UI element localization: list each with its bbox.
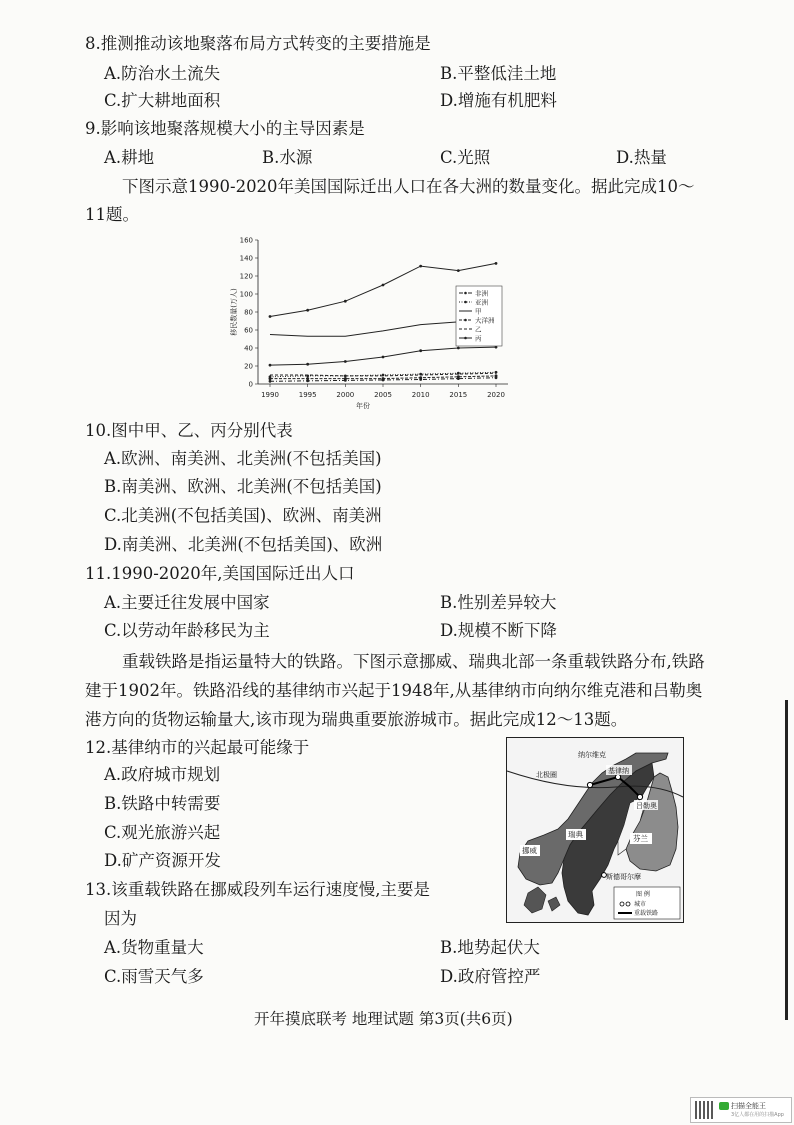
lulea-city-marker (637, 794, 642, 799)
scanner-subtitle: 3亿人都在用的扫描App (731, 1112, 784, 1118)
q13-option-b[interactable]: B.地势起伏大 (440, 938, 540, 957)
page-footer: 开年摸底联考 地理试题 第3页(共6页) (254, 1010, 513, 1028)
scanner-logo-icon (719, 1102, 729, 1110)
norway-label: 挪威 (522, 846, 537, 855)
lulea-label: 吕勒奥 (636, 802, 657, 810)
q10-stem: 10.图中甲、乙、丙分别代表 (85, 421, 293, 440)
q11-option-c[interactable]: C.以劳动年龄移民为主 (104, 621, 270, 640)
x-tick-label: 1995 (298, 391, 317, 399)
legend-swatch-marker (464, 319, 467, 322)
series-point-大洋洲 (306, 377, 309, 380)
q13-stem-line2: 因为 (104, 909, 137, 928)
q13-option-d[interactable]: D.政府管控严 (440, 967, 541, 986)
q13-stem-line1: 13.该重载铁路在挪威段列车运行速度慢,主要是 (85, 880, 430, 899)
q12-stem: 12.基律纳市的兴起最可能缘于 (85, 738, 310, 757)
y-axis-label: 移民数量(万人) (230, 288, 238, 336)
legend-label: 乙 (475, 325, 482, 334)
q13-option-c[interactable]: C.雨雪天气多 (104, 967, 204, 986)
series-point-unlabeled (269, 364, 272, 367)
series-point-大洋洲 (344, 377, 347, 380)
y-tick-label: 60 (244, 326, 253, 335)
y-tick-label: 100 (239, 290, 253, 299)
q11-option-d[interactable]: D.规模不断下降 (440, 621, 557, 640)
q9-option-d[interactable]: D.热量 (616, 148, 667, 167)
x-tick-label: 2015 (449, 391, 468, 399)
series-point-大洋洲 (382, 377, 385, 380)
stockholm-label: 斯德哥尔摩 (606, 873, 641, 881)
series-point-丙 (382, 284, 385, 287)
legend-swatch-marker (464, 301, 467, 304)
map-legend-city: 城市 (634, 901, 647, 908)
intro2-line2: 建于1902年。铁路沿线的基律纳市兴起于1948年,从基律纳市向纳尔维克港和吕勒奥 (85, 681, 703, 700)
q11-stem: 11.1990-2020年,美国国际迁出人口 (85, 564, 355, 583)
y-tick-label: 120 (239, 272, 253, 281)
x-tick-label: 2005 (374, 391, 392, 399)
y-tick-label: 140 (239, 254, 253, 263)
emigration-line-chart (226, 232, 526, 412)
x-axis-label: 年份 (356, 402, 370, 410)
q10-option-a[interactable]: A.欧洲、南美洲、北美洲(不包括美国) (104, 449, 382, 468)
x-tick-label: 2000 (336, 391, 355, 399)
q11-option-b[interactable]: B.性别差异较大 (440, 593, 557, 612)
q9-stem: 9.影响该地聚落规模大小的主导因素是 (85, 119, 365, 138)
series-point-unlabeled (344, 360, 347, 363)
q10-option-d[interactable]: D.南美洲、北美洲(不包括美国)、欧洲 (104, 535, 383, 554)
x-tick-label: 2020 (487, 391, 505, 399)
map-legend-rail: 重载铁路 (634, 910, 659, 917)
legend-label: 甲 (475, 307, 482, 316)
scandinavia-map (506, 737, 684, 923)
series-point-unlabeled (457, 347, 460, 350)
q9-option-c[interactable]: C.光照 (440, 148, 491, 167)
x-tick-label: 1990 (261, 391, 279, 399)
series-point-非洲 (269, 380, 272, 383)
q8-option-d[interactable]: D.增施有机肥料 (440, 91, 557, 110)
q12-option-b[interactable]: B.铁路中转需要 (104, 794, 221, 813)
x-tick-label: 2010 (411, 391, 430, 399)
series-point-unlabeled (306, 363, 309, 366)
series-point-丙 (269, 315, 272, 318)
kiruna-label: 基律纳 (608, 767, 629, 775)
legend-swatch-marker (464, 337, 467, 340)
finland-label: 芬兰 (633, 834, 648, 843)
q10-option-b[interactable]: B.南美洲、欧洲、北美洲(不包括美国) (104, 477, 382, 496)
map-legend-title: 图 例 (636, 891, 650, 898)
series-point-大洋洲 (419, 376, 422, 379)
scanner-name: 扫描全能王 (731, 1102, 766, 1110)
sweden-label: 瑞典 (568, 830, 583, 839)
q8-option-a[interactable]: A.防治水土流失 (104, 64, 221, 83)
series-point-丙 (495, 262, 498, 265)
q13-option-a[interactable]: A.货物重量大 (104, 938, 204, 957)
series-point-丙 (457, 269, 460, 272)
series-point-丙 (306, 309, 309, 312)
series-point-大洋洲 (269, 377, 272, 380)
scanner-watermark (690, 1097, 792, 1123)
legend-label: 亚洲 (475, 298, 488, 307)
series-point-unlabeled (382, 356, 385, 359)
narvik-label: 纳尔维克 (578, 751, 606, 759)
y-tick-label: 20 (244, 362, 253, 371)
qr-code-icon (695, 1101, 713, 1119)
series-point-丙 (419, 265, 422, 268)
q10-option-c[interactable]: C.北美洲(不包括美国)、欧洲、南美洲 (104, 506, 382, 525)
legend-label: 丙 (475, 334, 482, 343)
q12-option-c[interactable]: C.观光旅游兴起 (104, 823, 221, 842)
legend-label: 非洲 (475, 289, 488, 298)
legend-swatch-marker (464, 292, 467, 295)
q8-option-c[interactable]: C.扩大耕地面积 (104, 91, 221, 110)
q12-option-a[interactable]: A.政府城市规划 (104, 765, 221, 784)
series-point-大洋洲 (457, 375, 460, 378)
series-point-丙 (344, 300, 347, 303)
intro2-line1: 重载铁路是指运量特大的铁路。下图示意挪威、瑞典北部一条重载铁路分布,铁路 (122, 652, 705, 671)
y-tick-label: 160 (239, 236, 253, 245)
series-point-大洋洲 (495, 374, 498, 377)
y-tick-label: 40 (244, 344, 253, 353)
q11-option-a[interactable]: A.主要迁往发展中国家 (104, 593, 270, 612)
kiruna-city-marker (615, 774, 620, 779)
intro1-line1: 下图示意1990-2020年美国国际迁出人口在各大洲的数量变化。据此完成10～ (122, 177, 695, 196)
narvik-city-marker (587, 782, 592, 787)
arctic-circle-label: 北极圈 (536, 771, 557, 779)
q9-option-a[interactable]: A.耕地 (104, 148, 155, 167)
scan-edge (785, 700, 788, 1020)
intro2-line3: 港方向的货物运输量大,该市现为瑞典重要旅游城市。据此完成12～13题。 (85, 710, 628, 729)
legend-label: 大洋洲 (475, 316, 495, 325)
series-point-unlabeled (419, 349, 422, 352)
q12-option-d[interactable]: D.矿产资源开发 (104, 851, 221, 870)
intro1-line2: 11题。 (85, 205, 139, 224)
q8-stem: 8.推测推动该地聚落布局方式转变的主要措施是 (85, 34, 431, 53)
q8-option-b[interactable]: B.平整低洼土地 (440, 64, 557, 83)
y-tick-label: 0 (248, 380, 253, 389)
q9-option-b[interactable]: B.水源 (262, 148, 313, 167)
y-tick-label: 80 (244, 308, 253, 317)
